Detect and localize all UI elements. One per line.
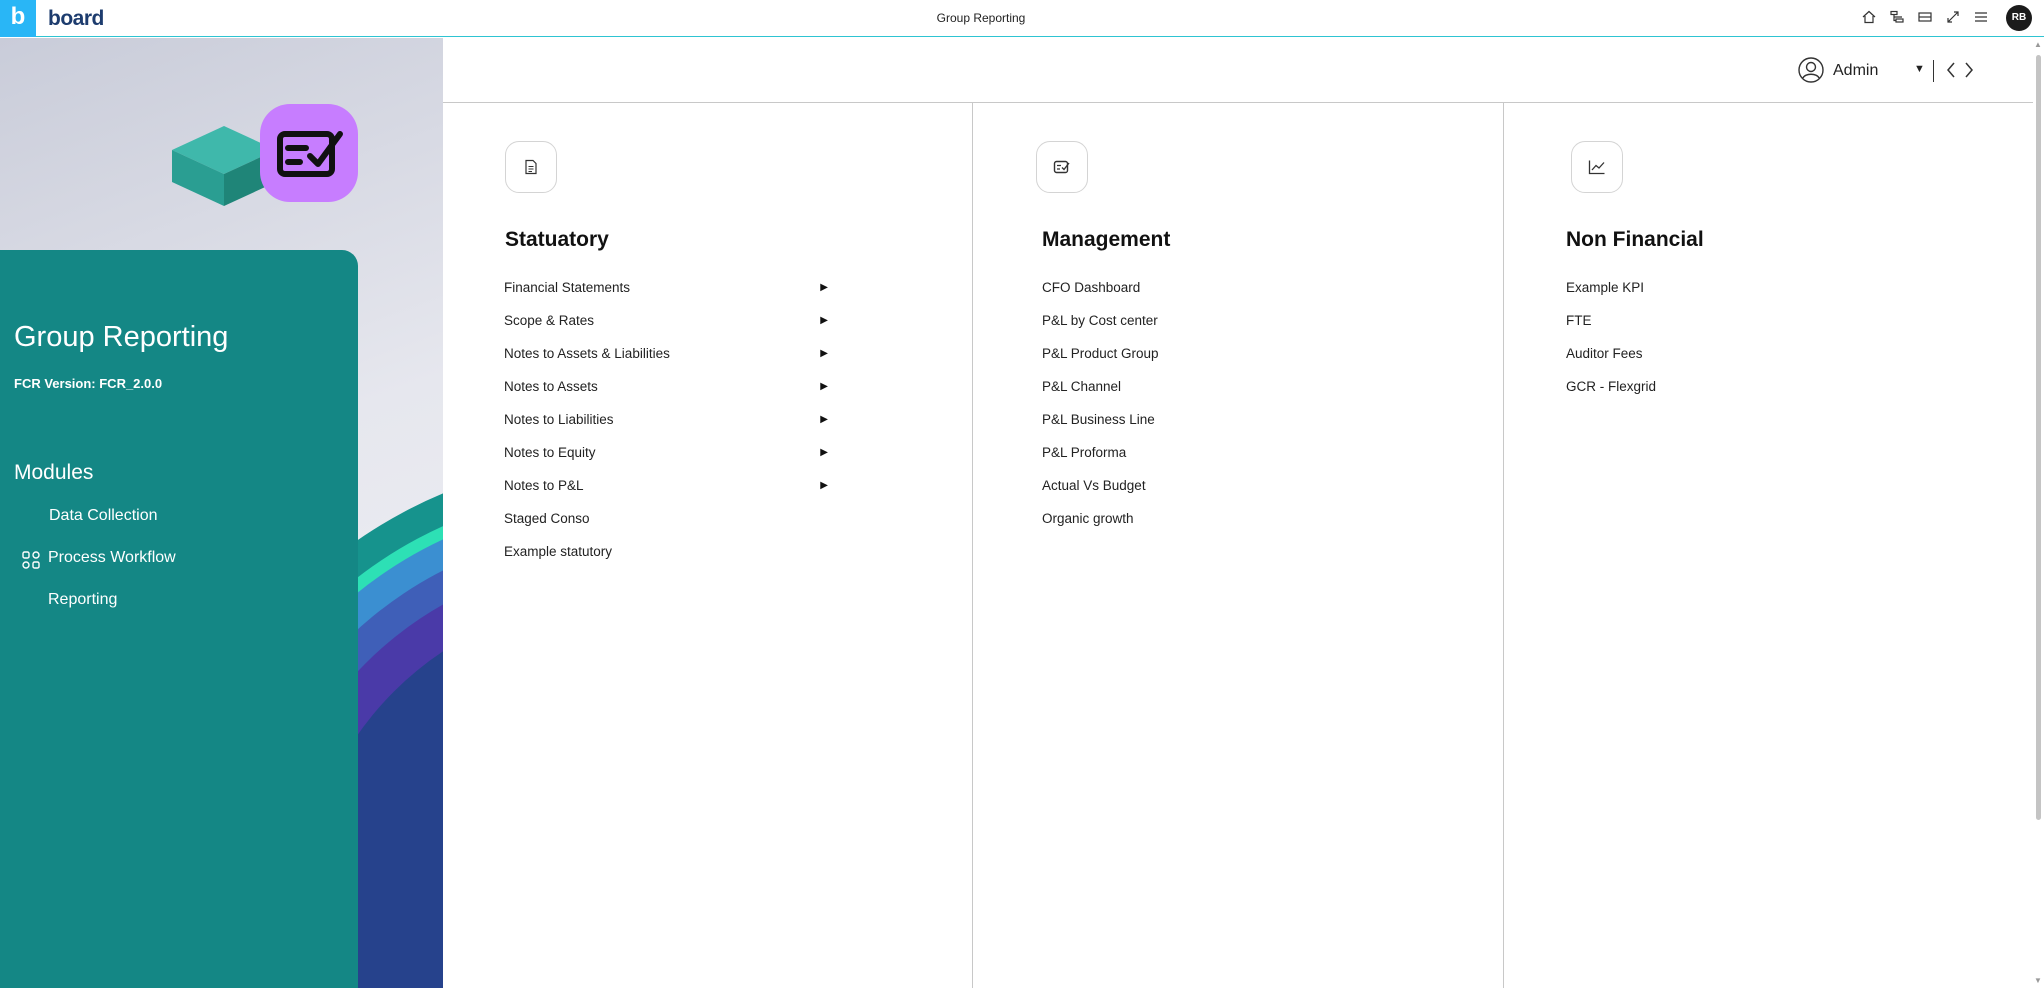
- section-title-statuatory: Statuatory: [505, 228, 609, 251]
- submenu-arrow-icon: ▶: [820, 348, 828, 359]
- section-title-management: Management: [1042, 228, 1171, 251]
- submenu-arrow-icon: ▶: [820, 480, 828, 491]
- menu-item[interactable]: GCR - Flexgrid: [1566, 379, 1657, 394]
- menu-item[interactable]: P&L Proforma: [1042, 445, 1127, 460]
- column-divider: [1503, 103, 1504, 988]
- version-label: FCR Version: FCR_2.0.0: [14, 376, 163, 391]
- menu-item[interactable]: Example statutory: [504, 544, 613, 559]
- module-data-collection[interactable]: Data Collection: [49, 507, 158, 524]
- menu-item[interactable]: P&L Business Line: [1042, 412, 1155, 427]
- document-icon: [505, 141, 557, 193]
- nav-arrows: [1945, 60, 1975, 80]
- main-header: [443, 38, 2033, 103]
- management-menu: [1042, 280, 1342, 544]
- menu-item[interactable]: Financial Statements ▶: [504, 280, 828, 295]
- page-title: Group Reporting: [14, 321, 229, 353]
- menu-item[interactable]: Example KPI: [1566, 280, 1645, 295]
- workflow-icon: [22, 551, 40, 569]
- module-reporting[interactable]: Reporting: [48, 591, 118, 608]
- info-card: [0, 250, 358, 988]
- scrollbar-thumb[interactable]: [2036, 55, 2041, 820]
- menu-item[interactable]: Scope & Rates ▶: [504, 313, 828, 328]
- board-logo-icon[interactable]: b: [0, 0, 36, 37]
- chevron-left-icon[interactable]: [1945, 60, 1957, 80]
- menu-item[interactable]: Auditor Fees: [1566, 346, 1643, 361]
- menu-item[interactable]: FTE: [1566, 313, 1592, 328]
- checklist-app-icon: [260, 104, 358, 202]
- submenu-arrow-icon: ▶: [820, 282, 828, 293]
- scroll-up-icon[interactable]: ▲: [2034, 40, 2042, 49]
- modules-heading: Modules: [14, 461, 94, 484]
- submenu-arrow-icon: ▶: [820, 414, 828, 425]
- top-bar: [0, 0, 2044, 37]
- section-title-non-financial: Non Financial: [1566, 228, 1704, 251]
- scroll-down-icon[interactable]: ▼: [2034, 976, 2042, 985]
- menu-item[interactable]: Notes to P&L ▶: [504, 478, 828, 493]
- header-divider: [1933, 60, 1934, 82]
- menu-item[interactable]: P&L Product Group: [1042, 346, 1159, 361]
- user-circle-icon[interactable]: [1798, 57, 1824, 83]
- toolbar-icons: [1860, 8, 1990, 26]
- menu-item[interactable]: Notes to Assets ▶: [504, 379, 828, 394]
- checklist-card-icon: [1036, 141, 1088, 193]
- home-icon[interactable]: [1860, 8, 1878, 26]
- expand-icon[interactable]: [1944, 8, 1962, 26]
- submenu-arrow-icon: ▶: [820, 315, 828, 326]
- avatar[interactable]: RB: [2006, 5, 2032, 31]
- menu-item[interactable]: P&L Channel: [1042, 379, 1122, 394]
- screen-icon[interactable]: [1916, 8, 1934, 26]
- menu-item[interactable]: Notes to Liabilities ▶: [504, 412, 828, 427]
- board-wordmark: board: [48, 7, 104, 30]
- menu-item[interactable]: P&L by Cost center: [1042, 313, 1158, 328]
- menu-item[interactable]: Notes to Equity ▶: [504, 445, 828, 460]
- menu-item[interactable]: CFO Dashboard: [1042, 280, 1141, 295]
- left-panel: [0, 38, 443, 988]
- chevron-right-icon[interactable]: [1963, 60, 1975, 80]
- module-process-workflow[interactable]: Process Workflow: [48, 549, 176, 566]
- column-divider: [972, 103, 973, 988]
- non-financial-menu: [1566, 280, 1866, 412]
- user-dropdown-caret-icon[interactable]: ▼: [1914, 63, 1925, 75]
- user-name[interactable]: Admin: [1833, 62, 1879, 79]
- line-chart-icon: [1571, 141, 1623, 193]
- menu-icon[interactable]: [1972, 8, 1990, 26]
- sitemap-icon[interactable]: [1888, 8, 1906, 26]
- menu-item[interactable]: Notes to Assets & Liabilities ▶: [504, 346, 828, 361]
- statuatory-menu: [504, 280, 828, 577]
- menu-item[interactable]: Organic growth: [1042, 511, 1134, 526]
- menu-item[interactable]: Actual Vs Budget: [1042, 478, 1146, 493]
- submenu-arrow-icon: ▶: [820, 447, 828, 458]
- menu-item[interactable]: Staged Conso: [504, 511, 590, 526]
- submenu-arrow-icon: ▶: [820, 381, 828, 392]
- app-title: Group Reporting: [936, 11, 1026, 25]
